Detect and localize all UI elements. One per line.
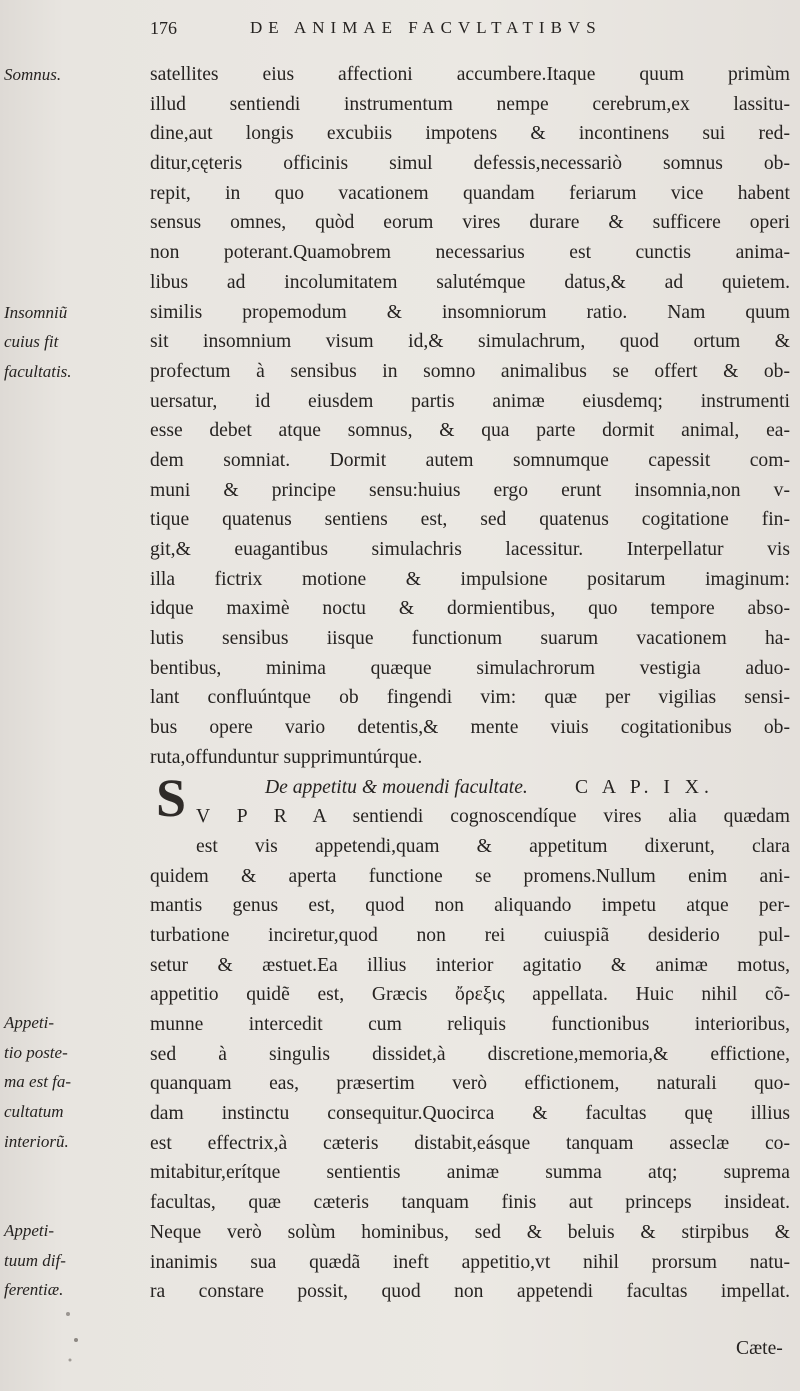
text-line: profectum à sensibus in somno animalibus se offert & ob-: [150, 360, 790, 382]
text-line: illud sentiendi instrumentum nempe cerebrum,ex lassitu-: [150, 93, 790, 115]
running-header: [150, 18, 790, 48]
text-line: bus opere vario detentis,& mente viuis cogitationibus ob-: [150, 717, 790, 739]
margin-note-line: ma est fa-: [4, 1072, 72, 1092]
text-line: ra constare possit, quod non appetendi facultas impellat.: [150, 1281, 790, 1303]
text-line: tique quatenus sentiens est, sed quatenus cogitatione fin-: [150, 509, 790, 531]
text-line: mantis genus est, quod non aliquando impetu atque per-: [150, 895, 790, 917]
margin-note-line: tuum dif-: [4, 1250, 66, 1270]
text-line: dine,aut longis excubiis impotens & incontinens sui red-: [150, 123, 790, 145]
text-line: sit insomnium visum id,& simulachrum, quod ortum &: [150, 331, 790, 353]
margin-note-line: cultatum: [4, 1102, 64, 1122]
text-line: Neque verò solùm hominibus, sed & beluis & stirpibus &: [150, 1221, 790, 1243]
text-block-bottom: [150, 802, 790, 1307]
text-line: appetitio quidẽ est, Græcis ὄρεξις appellata. Huic nihil cõ-: [150, 984, 790, 1006]
margin-note-line: facultatis.: [4, 361, 72, 381]
page-speck-marks: [60, 1300, 90, 1370]
margin-note-line: Insomniũ: [4, 302, 68, 322]
catchword: Cæte-: [736, 1338, 783, 1359]
text-line: sed à singulis dissidet,à discretione,memoria,& effictione,: [150, 1043, 790, 1065]
margin-note-line: Appeti-: [4, 1013, 55, 1032]
margin-note-line: interiorũ.: [4, 1131, 69, 1151]
text-line: ditur,cęteris officinis simul defessis,necessariò somnus ob-: [150, 153, 790, 175]
main-text-column: [150, 60, 790, 1307]
text-line: esse debet atque somnus, & qua parte dormit animal, ea-: [150, 420, 790, 442]
text-line: lant confluúntque ob fingendi vim: quæ per vigilias sensi-: [150, 687, 790, 709]
margin-note-line: Appeti-: [4, 1221, 55, 1240]
text-line: facultas, quæ cæteris tanquam finis aut princeps insideat.: [150, 1192, 790, 1214]
text-line: inanimis sua quædã ineft appetitio,vt nihil prorsum natu-: [150, 1251, 790, 1273]
chapter-title: De appetitu & mouendi facultate.: [265, 776, 528, 798]
text-line: lutis sensibus iisque functionum suarum vacationem ha-: [150, 628, 790, 650]
text-line: est vis appetendi,quam & appetitum dixerunt, clara: [196, 835, 790, 857]
text-line: est effectrix,à cæteris distabit,eásque tanquam asseclæ co-: [150, 1132, 790, 1154]
text-line: ruta,offunduntur supprimuntúrque.: [150, 746, 423, 768]
text-line: git,& euagantibus simulachris lacessitur. Interpellatur vis: [150, 539, 790, 560]
chapter-number: C A P. I X.: [575, 776, 714, 798]
text-line: turbatione inciretur,quod non rei cuiuspiã desiderio pul-: [150, 924, 790, 946]
text-line: satellites eius affectioni accumbere.Itaque quum primùm: [150, 64, 790, 85]
text-line: repit, in quo vacationem quandam feriarum vice habent: [150, 182, 790, 204]
text-line: non poterant.Quamobrem necessarius est cunctis anima-: [150, 242, 790, 264]
margin-note-line: tio poste-: [4, 1042, 68, 1062]
page-number: 176: [150, 18, 177, 38]
text-line: munne intercedit cum reliquis functionibus interioribus,: [150, 1014, 790, 1035]
text-line: dam instinctu consequitur.Quocirca & facultas quę illius: [150, 1103, 790, 1125]
text-line: uersatur, id eiusdem partis animæ eiusdemq; instrumenti: [150, 390, 790, 412]
text-line: quidem & aperta functione se promens.Nullum enim ani-: [150, 865, 790, 887]
text-line: idque maximè noctu & dormientibus, quo tempore abso-: [150, 598, 790, 620]
margin-note-appetitum: [4, 1216, 144, 1305]
text-line: illa fictrix motione & impulsione positarum imaginum:: [150, 568, 790, 590]
text-line: muni & principe sensu:huius ergo erunt insomnia,non v-: [150, 479, 790, 501]
text-line: V P R A sentiendi cognoscendíque vires alia quædam: [196, 806, 790, 828]
margin-note-line: ferentiæ.: [4, 1280, 64, 1300]
running-title: DE ANIMAE FACVLTATIBVS: [250, 18, 602, 37]
text-line: mitabitur,erítque sentientis animæ summa atq; suprema: [150, 1162, 790, 1184]
text-line: libus ad incolumitatem salutémque datus,& ad quietem.: [150, 271, 790, 293]
text-line: dem somniat. Dormit autem somnumque capessit com-: [150, 449, 790, 471]
text-line: bentibus, minima quæque simulachrorum vestigia aduo-: [150, 657, 790, 679]
margin-note-line: cuius fit: [4, 332, 59, 352]
chapter-heading: [150, 773, 790, 803]
margin-note-somnus: [4, 60, 144, 90]
text-line: setur & æstuet.Ea illius interior agitatio & animæ motus,: [150, 954, 790, 976]
text-line: sensus omnes, quòd eorum vires durare & sufficere operi: [150, 212, 790, 234]
margin-note-appetitio: [4, 1008, 144, 1156]
margin-note-line: Somnus.: [4, 65, 62, 84]
decorated-initial: S: [155, 768, 187, 828]
text-line: quanquam eas, præsertim verò effictionem, naturali quo-: [150, 1073, 790, 1095]
text-block-top: [150, 60, 790, 773]
margin-note-insomnium: [4, 298, 144, 387]
text-line: similis propemodum & insomniorum ratio. Nam quum: [150, 301, 790, 323]
